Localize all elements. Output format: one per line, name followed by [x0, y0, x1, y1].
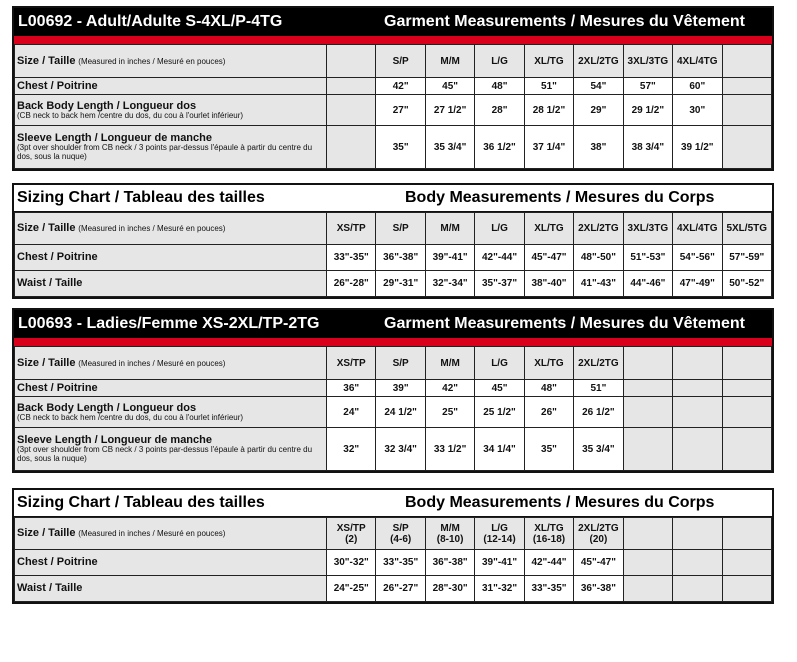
section-subtitle: Garment Measurements / Mesures du Vêtement [384, 13, 746, 30]
size-header-cell [673, 347, 722, 380]
size-header-cell [722, 213, 772, 245]
size-range: (12-14) [483, 533, 516, 545]
value-cell: 25 1/2" [475, 397, 524, 428]
value-cell [623, 380, 672, 397]
size-code: M/M [440, 55, 460, 67]
row-label-cell [15, 271, 327, 297]
size-header-cell [475, 518, 524, 550]
value-cell: 45"-47" [524, 245, 573, 271]
value-cell: 45"-47" [574, 550, 623, 576]
value-cell: 39 1/2" [673, 126, 722, 169]
size-note: (Measured in inches / Mesuré en pouces) [78, 224, 226, 234]
value-cell: 36"-38" [376, 245, 425, 271]
table-row [15, 245, 772, 271]
value-cell: 54" [574, 78, 623, 95]
value-cell: 32"-34" [425, 271, 474, 297]
size-header-cell [574, 45, 623, 78]
size-code: 5XL/5TG [726, 223, 768, 234]
value-cell: 39"-41" [425, 245, 474, 271]
row-label: Back Body Length / Longueur dos [17, 99, 197, 112]
section-subtitle: Garment Measurements / Mesures du Vêtement [384, 315, 746, 332]
size-code: 3XL/3TG [627, 55, 669, 67]
size-header-cell [623, 347, 672, 380]
section-title: L00692 - Adult/Adulte S-4XL/P-4TG [18, 13, 283, 30]
section-title: Sizing Chart / Tableau des tailles [17, 189, 265, 206]
size-header-cell [524, 518, 573, 550]
row-label: Chest / Poitrine [17, 79, 98, 92]
value-cell: 36"-38" [425, 550, 474, 576]
table-row [15, 95, 772, 126]
size-code: S/P [392, 223, 409, 234]
value-cell: 39" [376, 380, 425, 397]
size-header-cell [574, 518, 623, 550]
size-note: (Measured in inches / Mesuré en pouces) [78, 529, 226, 539]
value-cell [623, 397, 672, 428]
size-header-cell [376, 45, 425, 78]
size-label: Size / Taille [17, 527, 76, 540]
size-header-cell [524, 45, 573, 78]
size-header-cell [475, 347, 524, 380]
value-cell: 24" [327, 397, 376, 428]
row-label: Sleeve Length / Longueur de manche [17, 434, 212, 447]
size-code: 2XL/2TG [578, 223, 619, 234]
size-header-row [15, 45, 772, 78]
value-cell: 38"-40" [524, 271, 573, 297]
size-code: M/M [440, 522, 460, 534]
value-cell: 29" [574, 95, 623, 126]
value-cell: 51"-53" [623, 245, 672, 271]
value-cell: 48" [524, 380, 573, 397]
size-code: L/G [491, 55, 508, 67]
row-label-cell [15, 78, 327, 95]
table-row [15, 271, 772, 297]
size-code: M/M [440, 223, 460, 234]
size-header-cell [327, 45, 376, 78]
value-cell: 26" [524, 397, 573, 428]
value-cell: 57" [623, 78, 672, 95]
section-header [14, 310, 772, 338]
size-label-cell [15, 45, 327, 78]
value-cell: 48" [475, 78, 524, 95]
section-title: Sizing Chart / Tableau des tailles [17, 494, 265, 511]
value-cell: 35" [376, 126, 425, 169]
row-label: Chest / Poitrine [17, 251, 98, 264]
size-code: L/G [491, 223, 508, 234]
value-cell: 35" [524, 428, 573, 471]
value-cell: 45" [475, 380, 524, 397]
size-label-cell [15, 347, 327, 380]
size-header-cell [524, 347, 573, 380]
size-note: (Measured in inches / Mesuré en pouces) [78, 56, 226, 66]
value-cell: 47"-49" [673, 271, 722, 297]
value-cell: 45" [425, 78, 474, 95]
size-code: XL/TG [534, 223, 564, 234]
adult-body-section [12, 183, 774, 299]
value-cell: 39"-41" [475, 550, 524, 576]
row-label: Waist / Taille [17, 277, 83, 290]
size-code: 3XL/3TG [627, 223, 669, 234]
size-header-cell [623, 213, 672, 245]
section-title: L00693 - Ladies/Femme XS-2XL/TP-2TG [18, 315, 320, 332]
value-cell: 30" [673, 95, 722, 126]
size-header-cell [376, 518, 425, 550]
value-cell: 33"-35" [524, 576, 573, 602]
size-code: XL/TG [534, 522, 564, 534]
value-cell: 38 3/4" [623, 126, 672, 169]
section-header [14, 490, 772, 517]
size-code: XL/TG [534, 55, 564, 67]
size-header-cell [673, 213, 722, 245]
value-cell: 57"-59" [722, 245, 772, 271]
value-cell: 48"-50" [574, 245, 623, 271]
value-cell: 25" [425, 397, 474, 428]
size-header-cell [376, 213, 425, 245]
red-divider [14, 36, 772, 44]
table-row [15, 380, 772, 397]
size-code: 2XL/2TG [578, 522, 619, 534]
row-label-cell [15, 245, 327, 271]
size-code: XS/TP [336, 522, 366, 534]
size-header-cell [327, 518, 376, 550]
size-code: S/P [392, 357, 409, 369]
value-cell [673, 397, 722, 428]
size-header-cell [524, 213, 573, 245]
value-cell: 31"-32" [475, 576, 524, 602]
size-header-cell [673, 45, 722, 78]
row-label-cell [15, 95, 327, 126]
adult-body-table [14, 212, 772, 297]
value-cell: 54"-56" [673, 245, 722, 271]
value-cell: 29 1/2" [623, 95, 672, 126]
value-cell: 24 1/2" [376, 397, 425, 428]
row-note: (CB neck to back hem /centre du dos, du cou à l'ourlet inférieur) [17, 110, 244, 120]
value-cell: 28"-30" [425, 576, 474, 602]
row-label: Back Body Length / Longueur dos [17, 401, 197, 414]
value-cell [623, 576, 672, 602]
red-divider [14, 338, 772, 346]
size-header-cell [425, 213, 474, 245]
size-header-cell [425, 518, 474, 550]
size-code: S/P [392, 522, 409, 534]
row-label-cell [15, 576, 327, 602]
value-cell: 29"-31" [376, 271, 425, 297]
size-range: (2) [345, 533, 358, 545]
size-label-cell [15, 518, 327, 550]
value-cell [673, 550, 722, 576]
section-subtitle: Body Measurements / Mesures du Corps [405, 189, 715, 206]
table-row [15, 576, 772, 602]
size-header-row [15, 347, 772, 380]
row-note: (3pt over shoulder from CB neck / 3 points par-dessus l'épaule à partir du centre du dos, sous la nuque) [17, 445, 313, 464]
size-header-cell [327, 213, 376, 245]
value-cell: 28" [475, 95, 524, 126]
value-cell: 60" [673, 78, 722, 95]
ladies-garment-section [12, 308, 774, 473]
size-header-cell [722, 45, 772, 78]
value-cell: 34 1/4" [475, 428, 524, 471]
value-cell: 26 1/2" [574, 397, 623, 428]
size-header-cell [673, 518, 722, 550]
value-cell [722, 380, 772, 397]
row-label-cell [15, 550, 327, 576]
value-cell: 51" [524, 78, 573, 95]
size-code: XS/TP [336, 223, 366, 234]
size-code: M/M [440, 357, 460, 369]
ladies-garment-table [14, 346, 772, 471]
size-header-cell [574, 213, 623, 245]
size-header-cell [722, 347, 772, 380]
value-cell [673, 380, 722, 397]
size-code: L/G [491, 522, 508, 534]
value-cell: 26"-27" [376, 576, 425, 602]
section-header [14, 185, 772, 212]
value-cell: 35 3/4" [425, 126, 474, 169]
value-cell [722, 576, 772, 602]
size-header-cell [475, 213, 524, 245]
size-range: (20) [589, 533, 608, 545]
size-header-cell [722, 518, 772, 550]
size-code: XS/TP [336, 357, 366, 369]
size-code: 2XL/2TG [578, 55, 619, 67]
size-header-row [15, 213, 772, 245]
value-cell: 32" [327, 428, 376, 471]
size-code: XL/TG [534, 357, 564, 369]
row-label-cell [15, 428, 327, 471]
value-cell: 24"-25" [327, 576, 376, 602]
value-cell: 36" [327, 380, 376, 397]
value-cell [673, 576, 722, 602]
size-range: (8-10) [436, 533, 464, 545]
value-cell: 38" [574, 126, 623, 169]
size-code: 4XL/4TG [676, 223, 718, 234]
value-cell: 33 1/2" [425, 428, 474, 471]
table-row [15, 397, 772, 428]
size-header-cell [425, 45, 474, 78]
value-cell: 35 3/4" [574, 428, 623, 471]
size-label: Size / Taille [17, 222, 76, 235]
value-cell: 42"-44" [475, 245, 524, 271]
value-cell: 27 1/2" [425, 95, 474, 126]
size-header-cell [623, 518, 672, 550]
value-cell: 44"-46" [623, 271, 672, 297]
size-label-cell [15, 213, 327, 245]
adult-garment-section [12, 6, 774, 171]
value-cell [722, 78, 772, 95]
table-row [15, 126, 772, 169]
row-label: Waist / Taille [17, 582, 83, 595]
size-header-cell [475, 45, 524, 78]
value-cell [722, 397, 772, 428]
row-label-cell [15, 126, 327, 169]
value-cell: 33"-35" [376, 550, 425, 576]
size-header-cell [327, 347, 376, 380]
size-note: (Measured in inches / Mesuré en pouces) [78, 358, 226, 368]
value-cell: 27" [376, 95, 425, 126]
value-cell: 37 1/4" [524, 126, 573, 169]
value-cell [722, 126, 772, 169]
row-label-cell [15, 397, 327, 428]
ladies-body-table [14, 517, 772, 602]
value-cell [327, 126, 376, 169]
value-cell: 42" [425, 380, 474, 397]
size-header-cell [425, 347, 474, 380]
size-header-row [15, 518, 772, 550]
value-cell: 36 1/2" [475, 126, 524, 169]
size-code: S/P [392, 55, 409, 67]
size-header-cell [376, 347, 425, 380]
size-code: 4XL/4TG [676, 55, 718, 67]
row-label-cell [15, 380, 327, 397]
size-range: (4-6) [390, 533, 412, 545]
size-label: Size / Taille [17, 356, 76, 369]
table-row [15, 550, 772, 576]
value-cell [722, 95, 772, 126]
section-header [14, 8, 772, 36]
row-note: (CB neck to back hem /centre du dos, du cou à l'ourlet inférieur) [17, 412, 244, 422]
value-cell [722, 428, 772, 471]
size-header-cell [574, 347, 623, 380]
size-range: (16-18) [532, 533, 566, 545]
value-cell: 36"-38" [574, 576, 623, 602]
value-cell: 51" [574, 380, 623, 397]
size-header-cell [623, 45, 672, 78]
value-cell: 50"-52" [722, 271, 772, 297]
row-note: (3pt over shoulder from CB neck / 3 points par-dessus l'épaule à partir du centre du dos, sous la nuque) [17, 143, 313, 162]
ladies-body-section [12, 488, 774, 604]
adult-garment-table [14, 44, 772, 169]
value-cell [722, 550, 772, 576]
table-row [15, 78, 772, 95]
value-cell: 33"-35" [327, 245, 376, 271]
value-cell [327, 78, 376, 95]
value-cell: 41"-43" [574, 271, 623, 297]
section-subtitle: Body Measurements / Mesures du Corps [405, 494, 715, 511]
size-code: L/G [491, 357, 508, 369]
value-cell: 32 3/4" [376, 428, 425, 471]
value-cell: 26"-28" [327, 271, 376, 297]
value-cell: 30"-32" [327, 550, 376, 576]
value-cell [623, 550, 672, 576]
table-row [15, 428, 772, 471]
size-code: 2XL/2TG [578, 357, 619, 369]
value-cell: 42" [376, 78, 425, 95]
value-cell: 28 1/2" [524, 95, 573, 126]
value-cell: 35"-37" [475, 271, 524, 297]
row-label: Sleeve Length / Longueur de manche [17, 132, 212, 145]
row-label: Chest / Poitrine [17, 381, 98, 394]
value-cell [673, 428, 722, 471]
size-label: Size / Taille [17, 54, 76, 67]
value-cell: 42"-44" [524, 550, 573, 576]
row-label: Chest / Poitrine [17, 556, 98, 569]
value-cell [623, 428, 672, 471]
value-cell [327, 95, 376, 126]
